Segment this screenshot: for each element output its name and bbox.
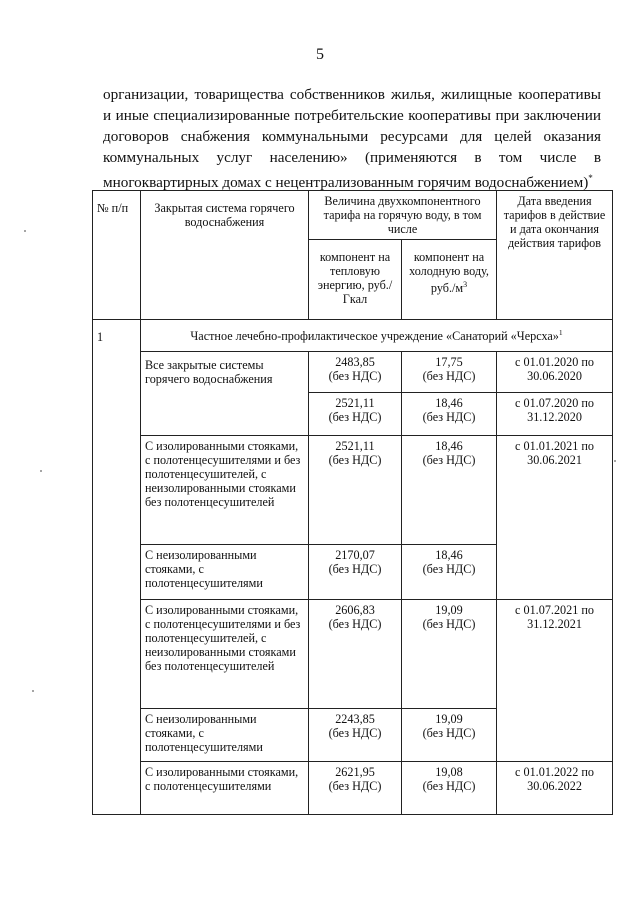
table-row xyxy=(93,600,613,709)
cold-vat: (без НДС) xyxy=(422,726,476,740)
heat-value: 2483,85 xyxy=(335,355,375,369)
header-tariff: Величина двухкомпонентного тарифа на горячую воду, в том числе xyxy=(309,191,497,240)
table-row xyxy=(93,352,613,393)
scan-speck xyxy=(614,460,616,462)
scan-speck xyxy=(40,470,42,472)
cold-value: 18,46 xyxy=(435,396,463,410)
header-number: № п/п xyxy=(93,191,141,320)
organization-footnote: 1 xyxy=(558,328,563,337)
row-date: с 01.01.2021 по 30.06.2021 xyxy=(497,436,613,600)
group-number: 1 xyxy=(93,320,141,815)
cold-vat: (без НДС) xyxy=(422,453,476,467)
row-system: С неизолированными стояками, с полотенцесушителями xyxy=(141,545,309,600)
heat-value: 2606,83 xyxy=(335,603,375,617)
table-row xyxy=(93,762,613,815)
row-system: С неизолированными стояками, с полотенцесушителями xyxy=(141,709,309,762)
header-system: Закрытая система горячего водоснабжения xyxy=(141,191,309,320)
scan-speck xyxy=(32,690,34,692)
group-organization xyxy=(141,320,613,352)
cold-vat: (без НДС) xyxy=(422,410,476,424)
row-system: С изолированными стояками, с полотенцесушителями и без полотенцесушителей, с неизолированными стояками без полотенцесушителей xyxy=(141,436,309,545)
row-system: С изолированными стояками, с полотенцесушителями xyxy=(141,762,309,815)
header-cold-superscript: 3 xyxy=(463,280,468,289)
heat-vat: (без НДС) xyxy=(328,410,382,424)
cold-vat: (без НДС) xyxy=(422,562,476,576)
row-system: Все закрытые системы горячего водоснабжения xyxy=(141,352,309,436)
header-cold-component xyxy=(402,240,497,320)
heat-vat: (без НДС) xyxy=(328,617,382,631)
table-header-row xyxy=(93,191,613,240)
row-cold xyxy=(402,545,497,600)
row-cold xyxy=(402,600,497,709)
cold-value: 19,08 xyxy=(435,765,463,779)
row-heat xyxy=(309,600,402,709)
cold-value: 19,09 xyxy=(435,603,463,617)
row-cold xyxy=(402,352,497,393)
row-date: с 01.07.2021 по 31.12.2021 xyxy=(497,600,613,762)
row-cold xyxy=(402,436,497,545)
cold-value: 18,46 xyxy=(435,548,463,562)
intro-paragraph xyxy=(103,84,601,193)
heat-vat: (без НДС) xyxy=(328,369,382,383)
header-heat-component: компонент на тепловую энергию, руб./Гкал xyxy=(309,240,402,320)
row-heat xyxy=(309,762,402,815)
heat-vat: (без НДС) xyxy=(328,726,382,740)
heat-vat: (без НДС) xyxy=(328,779,382,793)
row-date: с 01.01.2022 по 30.06.2022 xyxy=(497,762,613,815)
row-cold xyxy=(402,762,497,815)
header-cold-label: компонент на холодную воду, руб./м xyxy=(409,250,489,296)
row-heat xyxy=(309,352,402,393)
table-row xyxy=(93,436,613,545)
row-heat xyxy=(309,436,402,545)
row-heat xyxy=(309,545,402,600)
header-date: Дата введения тарифов в действие и дата окончания действия тарифов xyxy=(497,191,613,320)
row-heat xyxy=(309,393,402,436)
cold-value: 18,46 xyxy=(435,439,463,453)
scan-speck xyxy=(24,230,26,232)
row-date: с 01.07.2020 по 31.12.2020 xyxy=(497,393,613,436)
heat-vat: (без НДС) xyxy=(328,453,382,467)
row-date: с 01.01.2020 по 30.06.2020 xyxy=(497,352,613,393)
cold-value: 17,75 xyxy=(435,355,463,369)
cold-vat: (без НДС) xyxy=(422,369,476,383)
intro-text: организации, товарищества собственников жилья, жилищные кооперативы и иные специализированные потребительские кооперативы при заключении договоров снабжения коммунальными ресурсами для целей оказания коммунальных услуг населению» (применяются в том числе в многоквартирных домах с нецентрализованным горячим водоснабжением) xyxy=(103,86,601,192)
heat-value: 2243,85 xyxy=(335,712,375,726)
heat-value: 2170,07 xyxy=(335,548,375,562)
heat-value: 2621,95 xyxy=(335,765,375,779)
heat-value: 2521,11 xyxy=(335,396,375,410)
organization-name: Частное лечебно-профилактическое учреждение «Санаторий «Черсха» xyxy=(190,329,559,344)
page-number: 5 xyxy=(316,46,324,63)
row-cold xyxy=(402,393,497,436)
group-row xyxy=(93,320,613,352)
row-system: С изолированными стояками, с полотенцесушителями и без полотенцесушителей, с неизолированными стояками без полотенцесушителей xyxy=(141,600,309,709)
tariff-table xyxy=(92,190,613,815)
row-heat xyxy=(309,709,402,762)
cold-vat: (без НДС) xyxy=(422,779,476,793)
intro-footnote-mark: * xyxy=(588,173,593,183)
heat-value: 2521,11 xyxy=(335,439,375,453)
row-cold xyxy=(402,709,497,762)
heat-vat: (без НДС) xyxy=(328,562,382,576)
cold-vat: (без НДС) xyxy=(422,617,476,631)
cold-value: 19,09 xyxy=(435,712,463,726)
